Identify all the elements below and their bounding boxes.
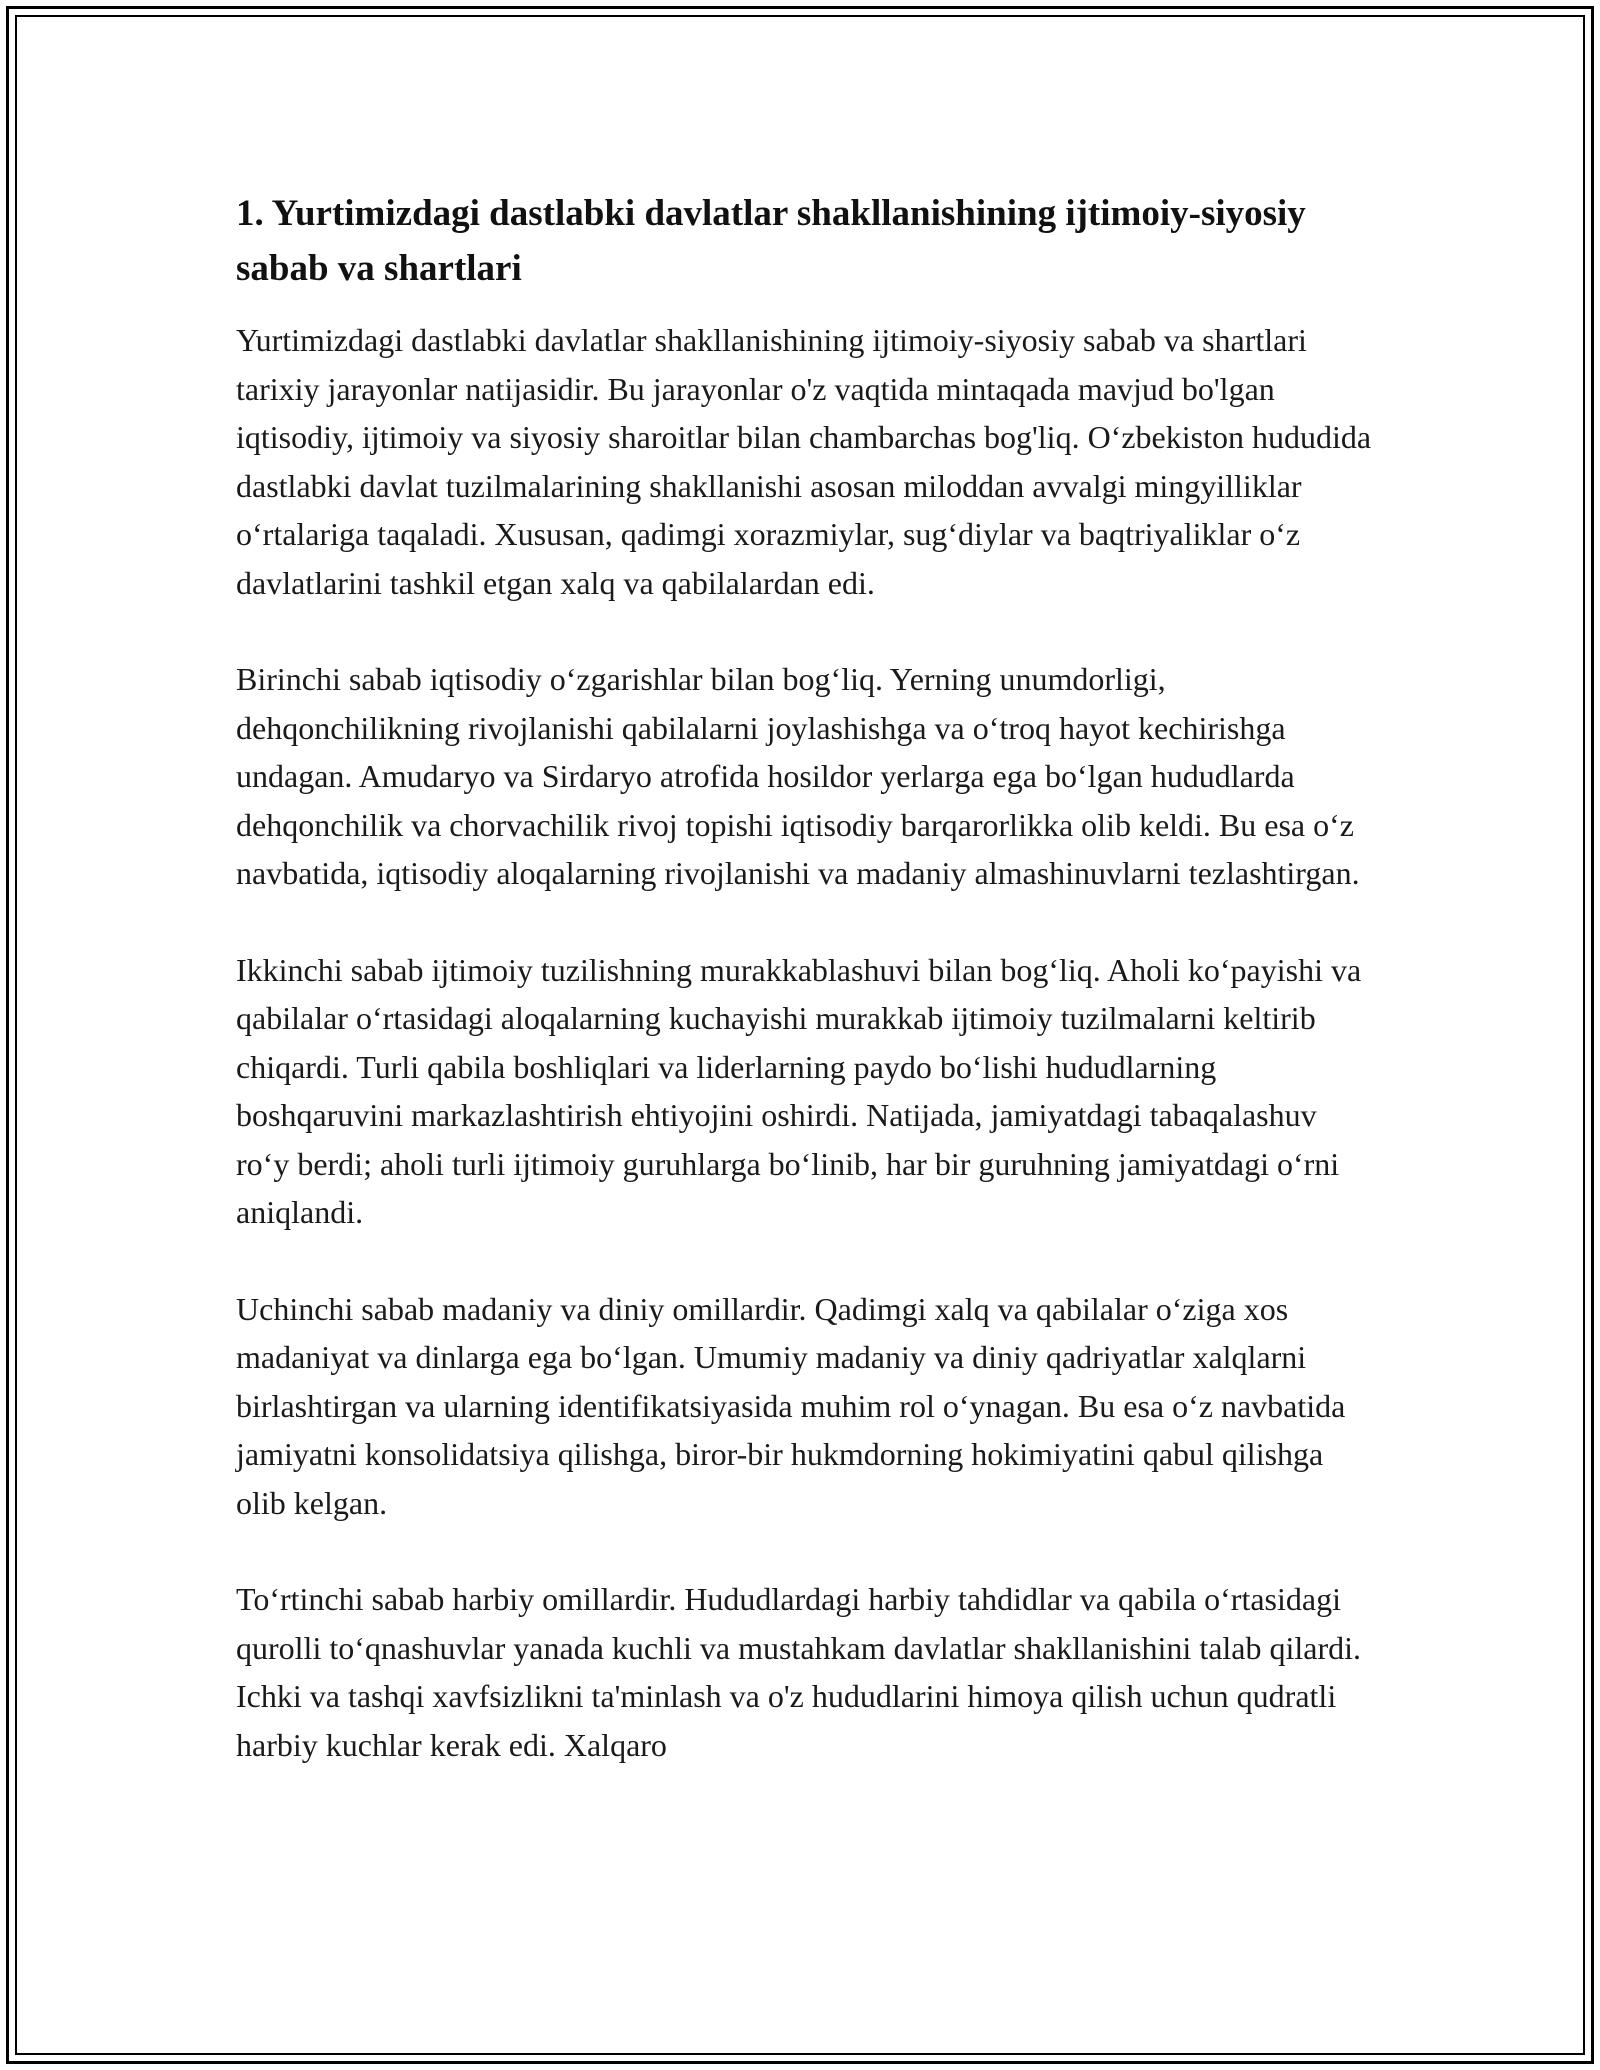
paragraph-5: To‘rtinchi sabab harbiy omillardir. Hududlardagi harbiy tahdidlar va qabila o‘rtasidagi qurolli to‘qnashuvlar yanada kuchli va mustahkam davlatlar shakllanishini talab qilardi. Ichki va tashqi xavfsizlikni ta'minlash va o'z hududlarini himoya qilish uchun qudratli harbiy kuchlar kerak edi. Xalqaro xyxy=(236,1581,1362,1763)
paragraph-2: Birinchi sabab iqtisodiy o‘zgarishlar bilan bog‘liq. Yerning unumdorligi, dehqonchilikning rivojlanishi qabilalarni joylashishga va o‘troq hayot kechirishga undagan. Amudaryo va Sirdaryo atrofida hosildor yerlarga ega bo‘lgan hududlarda dehqonchilik va chorvachilik rivoj topishi iqtisodiy barqarorlikka olib keldi. Bu esa o‘z navbatida, iqtisodiy aloqalarning rivojlanishi va madaniy almashinuvlarni tezlashtirgan. xyxy=(236,661,1360,891)
document-body xyxy=(236,186,1376,1817)
paragraph-4: Uchinchi sabab madaniy va diniy omillardir. Qadimgi xalq va qabilalar o‘ziga xos madaniyat va dinlarga ega bo‘lgan. Umumiy madaniy va diniy qadriyatlar xalqlarni birlashtirgan va ularning identifikatsiyasida muhim rol o‘ynagan. Bu esa o‘z navbatida jamiyatni konsolidatsiya qilishga, biror-bir hukmdorning hokimiyatini qabul qilishga olib kelgan. xyxy=(236,1290,1346,1521)
paragraph-1: Yurtimizdagi dastlabki davlatlar shakllanishining ijtimoiy-siyosiy sabab va shartlari tarixiy jarayonlar natijasidir. Bu jarayonlar o'z vaqtida mintaqada mavjud bo'lgan iqtisodiy, ijtimoiy va siyosiy sharoitlar bilan chambarchas bog'liq. O‘zbekiston hududida dastlabki davlat tuzilmalarining shakllanishi asosan miloddan avvalgi mingyilliklar o‘rtalariga taqaladi. Xususan, qadimgi xorazmiylar, sug‘diylar va baqtriyaliklar o‘z davlatlarini tashkil etgan xalq va qabilalardan edi. xyxy=(236,322,1372,601)
page-title: 1. Yurtimizdagi dastlabki davlatlar shakllanishining ijtimoiy-siyosiy sabab va shartlari xyxy=(236,193,1306,289)
paragraph-3: Ikkinchi sabab ijtimoiy tuzilishning murakkablashuvi bilan bog‘liq. Aholi ko‘payishi va qabilalar o‘rtasidagi aloqalarning kuchayishi murakkab ijtimoiy tuzilmalarni keltirib chiqardi. Turli qabila boshliqlari va liderlarning paydo bo‘lishi hududlarning boshqaruvini markazlashtirish ehtiyojini oshirdi. Natijada, jamiyatdagi tabaqalashuv ro‘y berdi; aholi turli ijtimoiy guruhlarga bo‘linib, har bir guruhning jamiyatdagi o‘rni aniqlandi. xyxy=(236,951,1362,1230)
